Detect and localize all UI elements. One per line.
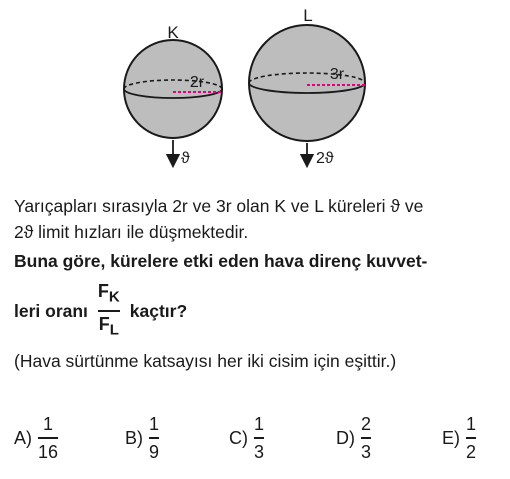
choice-b-bar <box>149 437 159 439</box>
ratio-denominator-subscript: L <box>109 321 119 339</box>
sphere-k-radius-label: 2r <box>189 74 205 91</box>
sphere-k-body <box>124 40 222 138</box>
choice-c-letter: C) <box>229 427 248 448</box>
choice-d-letter: D) <box>336 427 355 448</box>
choice-e-bar <box>466 437 476 439</box>
choice-b-denominator: 9 <box>149 442 160 462</box>
choice-c[interactable] <box>229 413 264 463</box>
choice-d[interactable] <box>336 413 371 463</box>
choice-b-letter: B) <box>125 427 143 448</box>
ratio-numerator-subscript: K <box>108 289 120 306</box>
choice-d-fraction <box>361 413 371 463</box>
choice-b-numerator: 1 <box>149 414 160 434</box>
spheres-figure <box>0 0 510 180</box>
choice-d-denominator: 3 <box>361 442 372 462</box>
ratio-prefix: leri oranı <box>14 301 88 321</box>
sphere-l-radius-label: 3r <box>329 66 345 83</box>
choice-a-fraction <box>38 413 58 463</box>
choice-a-denominator: 16 <box>38 442 59 462</box>
choice-a-numerator: 1 <box>43 414 54 434</box>
choice-c-numerator: 1 <box>254 414 265 434</box>
question-text-line1: Yarıçapları sırasıyla 2r ve 3r olan K ve L küreleri ϑ ve <box>14 196 424 216</box>
ratio-denominator: $F_L$ <box>98 314 119 339</box>
choice-d-numerator: 2 <box>361 414 372 434</box>
ratio-numerator: $F_K$ <box>97 281 120 306</box>
choice-a-letter: A) <box>14 427 32 448</box>
ratio-fraction-bar <box>98 310 120 312</box>
choice-e-fraction <box>466 413 476 463</box>
choice-e[interactable] <box>442 413 476 463</box>
choice-b-fraction <box>149 413 159 463</box>
choice-a-bar <box>38 437 58 439</box>
choice-c-denominator: 3 <box>254 442 265 462</box>
sphere-l-velocity-label: 2ϑ <box>316 150 334 167</box>
question-text-line2: 2ϑ limit hızları ile düşmektedir. <box>14 222 249 242</box>
choice-e-letter: E) <box>442 427 460 448</box>
question-bold-line1: Buna göre, kürelere etki eden hava direnç kuvvet- <box>14 251 428 271</box>
sphere-k <box>124 23 222 167</box>
choice-e-denominator: 2 <box>466 442 477 462</box>
choice-b[interactable] <box>125 413 159 463</box>
choice-a[interactable] <box>14 413 58 463</box>
sphere-l <box>249 6 365 167</box>
sphere-l-body <box>249 25 365 141</box>
choice-d-bar <box>361 437 371 439</box>
sphere-k-velocity-label: ϑ <box>181 150 190 167</box>
force-ratio-fraction <box>98 280 120 341</box>
sphere-l-label: L <box>303 6 313 25</box>
question-ratio-line <box>14 282 500 340</box>
ratio-suffix: kaçtır? <box>129 301 188 321</box>
sphere-k-label: K <box>167 23 179 42</box>
choice-e-numerator: 1 <box>466 414 477 434</box>
choice-c-bar <box>254 437 264 439</box>
question-note: (Hava sürtünme katsayısı her iki cisim için eşittir.) <box>14 351 397 371</box>
choice-c-fraction <box>254 413 264 463</box>
answer-choices <box>0 413 510 473</box>
